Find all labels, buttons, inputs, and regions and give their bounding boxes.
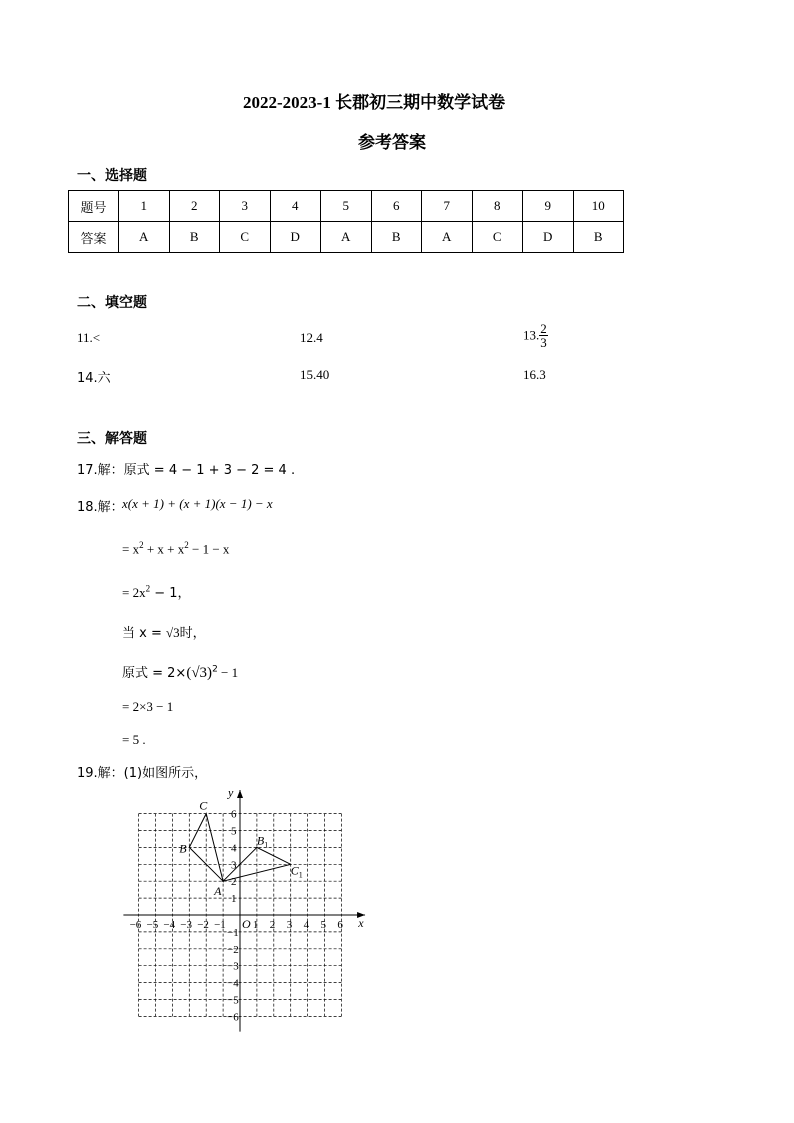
y-tick-label: 5	[231, 825, 237, 838]
point-c-label: C	[199, 798, 208, 813]
x-tick-label: 1	[252, 919, 259, 931]
table-cell: 8	[472, 191, 523, 222]
answer-q18-label: 18.解：	[77, 500, 124, 515]
coordinate-graph	[118, 785, 378, 1035]
fraction	[539, 322, 548, 349]
y-tick-label: 1	[231, 893, 237, 906]
y-tick-label: −6	[227, 1011, 239, 1024]
table-cell: B	[573, 222, 624, 253]
answer-q14: 14.六	[77, 371, 111, 386]
y-tick-label: −3	[227, 960, 239, 973]
table-cell: D	[270, 222, 321, 253]
y-axis-arrow	[237, 790, 243, 798]
q18-line-7: = 5 .	[122, 732, 146, 747]
y-tick-label: 3	[231, 859, 237, 872]
q18-line-4	[122, 622, 206, 641]
point-c1-subscript: 1	[298, 870, 303, 880]
table-cell: C	[472, 222, 523, 253]
tick-labels	[130, 809, 344, 1024]
q18-line-3	[122, 582, 191, 601]
x-tick-label: −6	[129, 919, 142, 931]
x-tick-label: −4	[163, 919, 176, 931]
q18-line-2	[122, 540, 229, 557]
table-row	[69, 191, 624, 222]
y-tick-label: 4	[231, 842, 237, 855]
q18-line-5-part: 原式 = 2×	[122, 666, 187, 681]
table-cell: A	[321, 222, 372, 253]
sqrt-3: √3	[165, 625, 180, 640]
point-c1-label	[291, 863, 303, 879]
x-tick-label: 3	[286, 919, 293, 931]
answer-q13	[523, 322, 548, 349]
q18-line-3-part: = 2x	[122, 585, 146, 600]
answer-q11: 11.<	[77, 330, 101, 345]
table-row	[69, 222, 624, 253]
fraction-numerator: 2	[540, 321, 547, 336]
x-tick-label: 6	[337, 919, 343, 931]
table-cell: 答案	[69, 222, 119, 253]
y-axis-label: y	[228, 785, 234, 800]
q18-line-1: x(x + 1) + (x + 1)(x − 1) − x	[122, 496, 273, 511]
table-cell: C	[220, 222, 271, 253]
table-cell: 6	[371, 191, 422, 222]
x-tick-label: 2	[269, 919, 276, 931]
answer-q17: 17.解：原式 = 4 − 1 + 3 − 2 = 4 .	[77, 463, 296, 478]
table-cell: 9	[523, 191, 574, 222]
x-tick-label: −5	[146, 919, 159, 931]
answer-q13-prefix: 13.	[523, 327, 540, 343]
section-heading-solve: 三、解答题	[77, 431, 147, 447]
origin-label: O	[242, 917, 251, 931]
table-cell: D	[523, 222, 574, 253]
q18-line-6: = 2×3 − 1	[122, 699, 174, 714]
y-tick-label: −5	[227, 994, 239, 1007]
table-cell: 10	[573, 191, 624, 222]
y-tick-label: −4	[227, 977, 239, 990]
answer-q15: 15.40	[300, 367, 330, 382]
table-cell: B	[371, 222, 422, 253]
section-heading-fill: 二、填空题	[77, 295, 147, 311]
sqrt-3-paren: (√3)	[186, 665, 213, 681]
table-cell: B	[169, 222, 220, 253]
exponent: 2	[184, 540, 189, 550]
point-b1-letter: B	[256, 833, 265, 848]
q18-line-2-part: + x + x	[143, 541, 185, 557]
table-cell: 7	[422, 191, 473, 222]
answer-table	[68, 190, 624, 253]
table-cell: 3	[220, 191, 271, 222]
answer-q12: 12.4	[300, 330, 323, 345]
q18-line-4-part: 当 x =	[122, 626, 166, 641]
x-tick-label: −3	[180, 919, 193, 931]
answer-q16: 16.3	[523, 367, 546, 382]
q18-line-2-part: − 1 − x	[188, 541, 230, 557]
table-cell: A	[422, 222, 473, 253]
point-a-label: A	[214, 884, 222, 899]
x-tick-label: 5	[320, 919, 326, 931]
point-b1-subscript: 1	[264, 840, 269, 850]
table-cell: 5	[321, 191, 372, 222]
axes	[123, 786, 365, 1032]
table-cell: 题号	[69, 191, 119, 222]
table-cell: 2	[169, 191, 220, 222]
q18-line-3-part: − 1，	[150, 586, 191, 601]
page-subtitle: 参考答案	[358, 133, 426, 152]
point-b1-label	[257, 833, 268, 849]
x-tick-label: −2	[197, 919, 209, 931]
y-tick-label: −2	[227, 943, 239, 956]
q18-line-4-part: 时，	[179, 626, 206, 641]
q18-line-5	[122, 662, 238, 682]
exponent: 2	[139, 540, 144, 550]
x-tick-label: −1	[214, 919, 226, 931]
x-axis-label: x	[358, 916, 364, 930]
y-tick-label: 6	[231, 808, 237, 821]
table-cell: 1	[119, 191, 170, 222]
exponent: 2	[145, 583, 151, 594]
x-tick-label: 4	[303, 919, 310, 931]
q18-line-2-part: = x	[122, 541, 140, 557]
table-cell: A	[119, 222, 170, 253]
table-cell: 4	[270, 191, 321, 222]
point-c1-letter: C	[290, 863, 299, 878]
q18-line-5-part: − 1	[217, 665, 239, 680]
section-heading-choice: 一、选择题	[77, 168, 147, 184]
fraction-denominator: 3	[540, 335, 547, 350]
exponent: 2	[212, 664, 218, 675]
page-title: 2022-2023-1 长郡初三期中数学试卷	[243, 93, 506, 112]
answer-q19: 19.解：(1)如图所示，	[77, 766, 208, 781]
point-b-label: B	[179, 841, 187, 856]
y-tick-label: 2	[231, 876, 237, 889]
y-tick-label: −1	[227, 926, 239, 939]
